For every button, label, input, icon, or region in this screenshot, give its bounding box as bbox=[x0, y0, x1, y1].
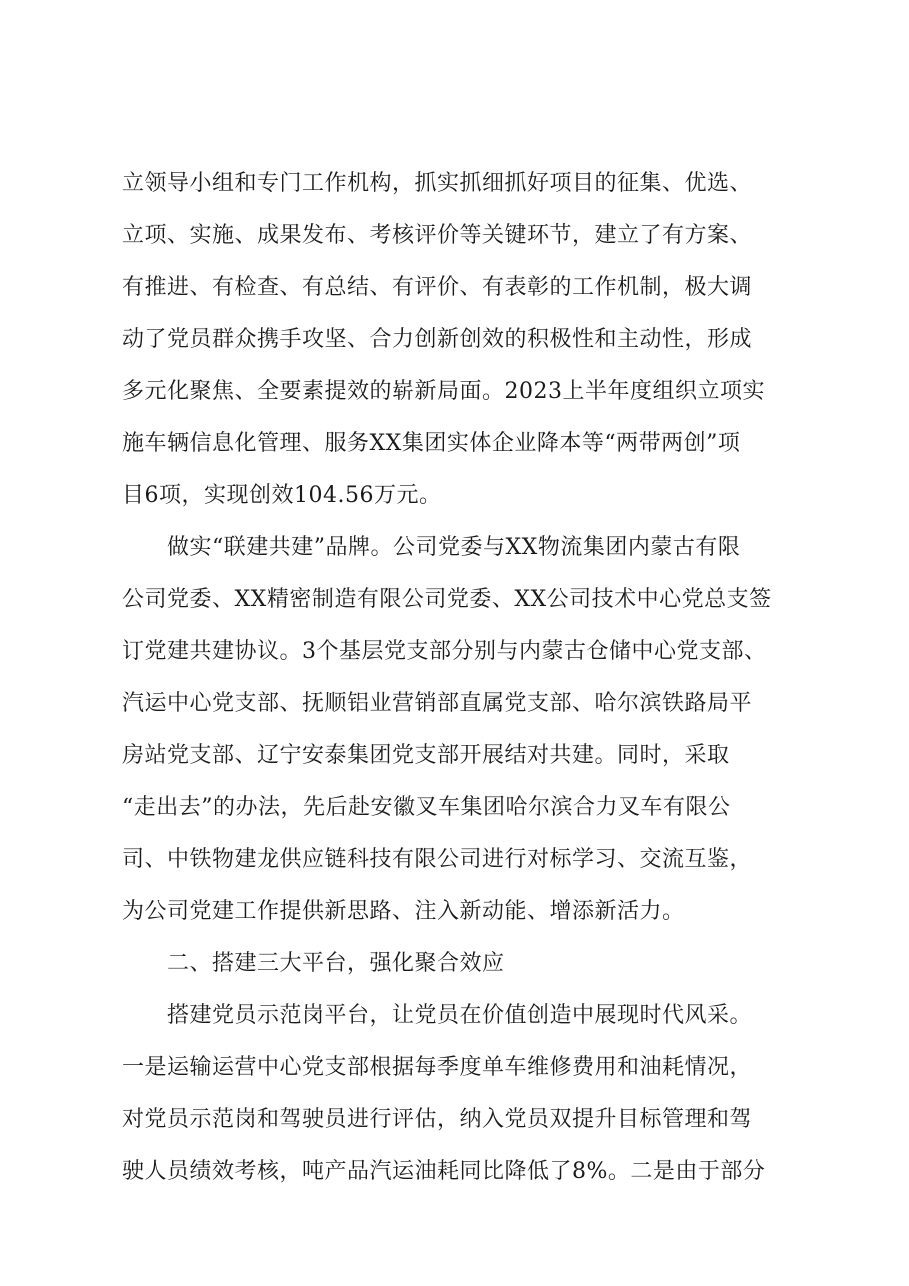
paragraph-line: 目6项，实现创效104.56万元。 bbox=[122, 483, 442, 508]
section-heading: 二、搭建三大平台，强化聚合效应 bbox=[167, 951, 505, 976]
paragraph-line: 对党员示范岗和驾驶员进行评估，纳入党员双提升目标管理和驾 bbox=[122, 1107, 753, 1132]
paragraph-line: 司、中铁物建龙供应链科技有限公司进行对标学习、交流互鉴， bbox=[122, 847, 753, 872]
paragraph-line: 立项、实施、成果发布、考核评价等关键环节，建立了有方案、 bbox=[122, 223, 753, 248]
paragraph-line: 有推进、有检查、有总结、有评价、有表彰的工作机制，极大调 bbox=[122, 275, 753, 300]
paragraph-line: 房站党支部、辽宁安泰集团党支部开展结对共建。同时，采取 bbox=[122, 743, 730, 768]
paragraph-line: 公司党委、XX精密制造有限公司党委、XX公司技术中心党总支签 bbox=[122, 587, 772, 612]
document-body bbox=[122, 158, 832, 1198]
paragraph-line: 立领导小组和专门工作机构，抓实抓细抓好项目的征集、优选、 bbox=[122, 171, 753, 196]
paragraph-line: 订党建共建协议。3个基层党支部分别与内蒙古仓储中心党支部、 bbox=[122, 639, 767, 664]
paragraph-line: 施车辆信息化管理、服务XX集团实体企业降本等“两带两创”项 bbox=[122, 431, 741, 456]
paragraph-line: “走出去”的办法，先后赴安徽叉车集团哈尔滨合力叉车有限公 bbox=[122, 795, 731, 820]
paragraph-line: 搭建党员示范岗平台，让党员在价值创造中展现时代风采。 bbox=[167, 1003, 753, 1028]
paragraph-line: 做实“联建共建”品牌。公司党委与XX物流集团内蒙古有限 bbox=[167, 535, 741, 560]
paragraph-line: 多元化聚焦、全要素提效的崭新局面。2023上半年度组织立项实 bbox=[122, 379, 765, 404]
paragraph-line: 一是运输运营中心党支部根据每季度单车维修费用和油耗情况， bbox=[122, 1055, 753, 1080]
paragraph-line: 驶人员绩效考核，吨产品汽运油耗同比降低了8%。二是由于部分 bbox=[122, 1159, 766, 1184]
paragraph-line: 汽运中心党支部、抚顺铝业营销部直属党支部、哈尔滨铁路局平 bbox=[122, 691, 753, 716]
paragraph-line: 为公司党建工作提供新思路、注入新动能、增添新活力。 bbox=[122, 899, 685, 924]
paragraph-line: 动了党员群众携手攻坚、合力创新创效的积极性和主动性，形成 bbox=[122, 327, 753, 352]
